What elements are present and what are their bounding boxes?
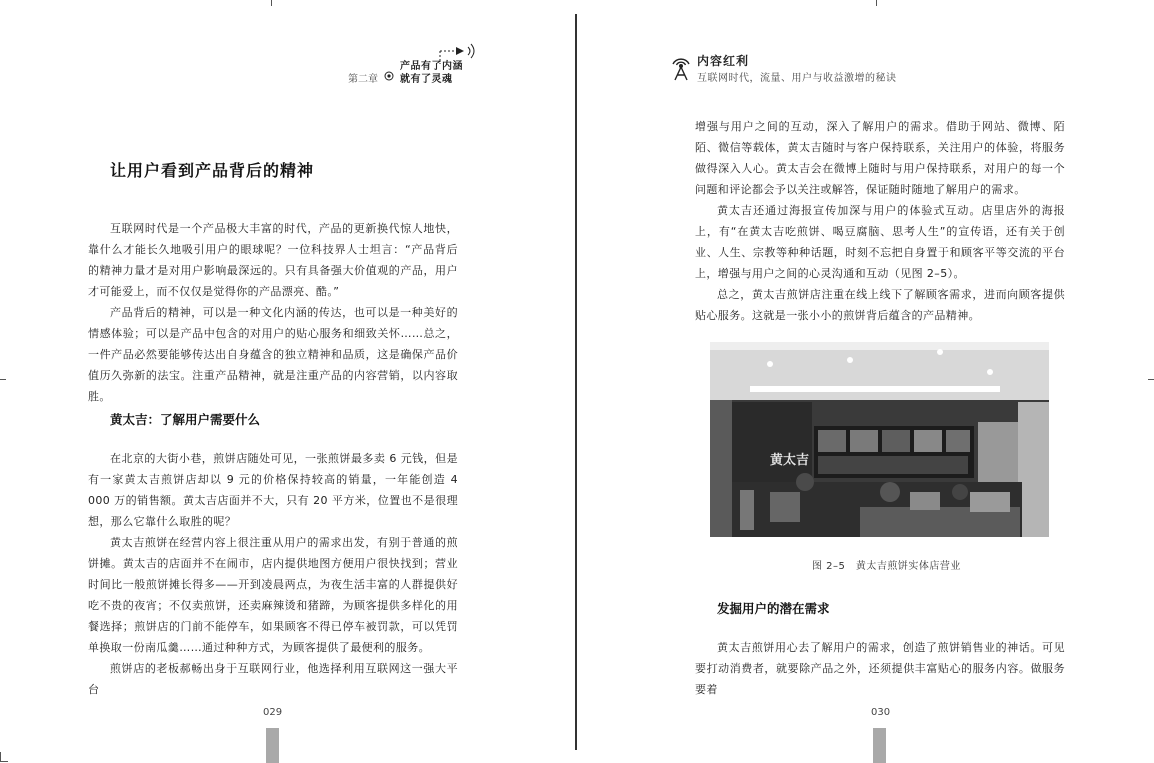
page-number: 030 <box>871 707 891 718</box>
target-circle-icon <box>384 71 394 81</box>
paragraph: 互联网时代是一个产品极大丰富的时代，产品的更新换代惊人地快，靠什么才能长久地吸引用户的眼球呢？一位科技界人士坦言：“产品背后的精神力量才是对用户影响最深远的。只有具备强大价值观的产品，用户才可能爱上，而不仅仅是觉得你的产品漂亮、酷。” <box>88 222 458 298</box>
figure-caption: 图 2–5 黄太吉煎饼实体店营业 <box>812 561 961 572</box>
subheading: 黄太吉：了解用户需要什么 <box>110 412 261 427</box>
store-sign-text: 黄太吉 <box>770 453 810 468</box>
chapter-label: 第二章 <box>348 74 378 85</box>
header-line-2: 就有了灵魂 <box>400 74 453 85</box>
paragraph: 黄太吉还通过海报宣传加深与用户的体验式互动。店里店外的海报上，有“在黄太吉吃煎饼、喝豆腐脑、思考人生”的宣传语，还有关于创业、人生、宗教等种种话题，时刻不忘把自身置于和顾客平等交流的平台上，增强与用户之间的心灵沟通和互动（见图 2–5）。 <box>695 204 1065 280</box>
store-photo <box>710 342 1049 537</box>
running-header-left <box>340 40 540 84</box>
right-page <box>577 0 1154 763</box>
paragraph: 在北京的大街小巷，煎饼店随处可见，一张煎饼最多卖 6 元钱，但是有一家黄太吉煎饼店却以 9 元的价格保持较高的销量，一年能创造 4 000 万的销售额。黄太吉店面并不大，只有 20 平方米，位置也不是很理想，那么它靠什么取胜的呢？ <box>88 452 458 528</box>
subheading: 发掘用户的潜在需求 <box>717 601 830 616</box>
header-line-1: 产品有了内涵 <box>400 61 463 72</box>
paragraph: 增强与用户之间的互动，深入了解用户的需求。借助于网站、微博、陌陌、微信等载体，黄太吉随时与客户保持联系，关注用户的体验，将服务做得深入人心。黄太吉会在微博上随时与用户保持联系，对用户的每一个问题和评论都会予以关注或解答，保证随时随地了解用户的需求。 <box>695 120 1065 196</box>
page-tab <box>873 728 886 763</box>
antenna-logo-icon <box>669 54 693 82</box>
page-tab <box>266 728 279 763</box>
page-number: 029 <box>263 707 283 718</box>
paragraph: 黄太吉煎饼在经营内容上很注重从用户的需求出发，有别于普通的煎饼摊。黄太吉的店面并不在闹市，店内提供地图方便用户很快找到；营业时间比一般煎饼摊长得多——开到凌晨两点，为夜生活丰富的人群提供好吃不贵的夜宵；不仅卖煎饼，还卖麻辣烫和猪蹄，为顾客提供多样化的用餐选择；煎饼店的门前不能停车，如果顾客不得已停车被罚款，可以凭罚单换取一份南瓜羹……通过种种方式，为顾客提供了最便利的服务。 <box>88 536 458 654</box>
book-title: 内容红利 <box>697 54 750 68</box>
left-page <box>0 0 575 763</box>
paragraph: 总之，黄太吉煎饼店注重在线上线下了解顾客需求，进而向顾客提供贴心服务。这就是一张小小的煎饼背后蕴含的产品精神。 <box>695 288 1065 322</box>
paragraph: 产品背后的精神，可以是一种文化内涵的传达，也可以是一种美好的情感体验；可以是产品中包含的对用户的贴心服务和细致关怀……总之，一件产品必然要能够传达出自身蕴含的独立精神和品质，这是确保产品价值历久弥新的法宝。注重产品精神，就是注重产品的内容营销，以内容取胜。 <box>88 306 458 403</box>
paragraph: 煎饼店的老板郝畅出身于互联网行业，他选择利用互联网这一强大平台 <box>88 662 458 696</box>
paragraph: 黄太吉煎饼用心去了解用户的需求，创造了煎饼销售业的神话。可见要打动消费者，就要除产品之外，还须提供丰富贴心的服务内容。做服务要着 <box>695 641 1065 696</box>
book-subtitle: 互联网时代，流量、用户与收益激增的秘诀 <box>697 73 897 84</box>
running-header-right <box>669 52 969 86</box>
section-title: 让用户看到产品背后的精神 <box>110 161 315 180</box>
